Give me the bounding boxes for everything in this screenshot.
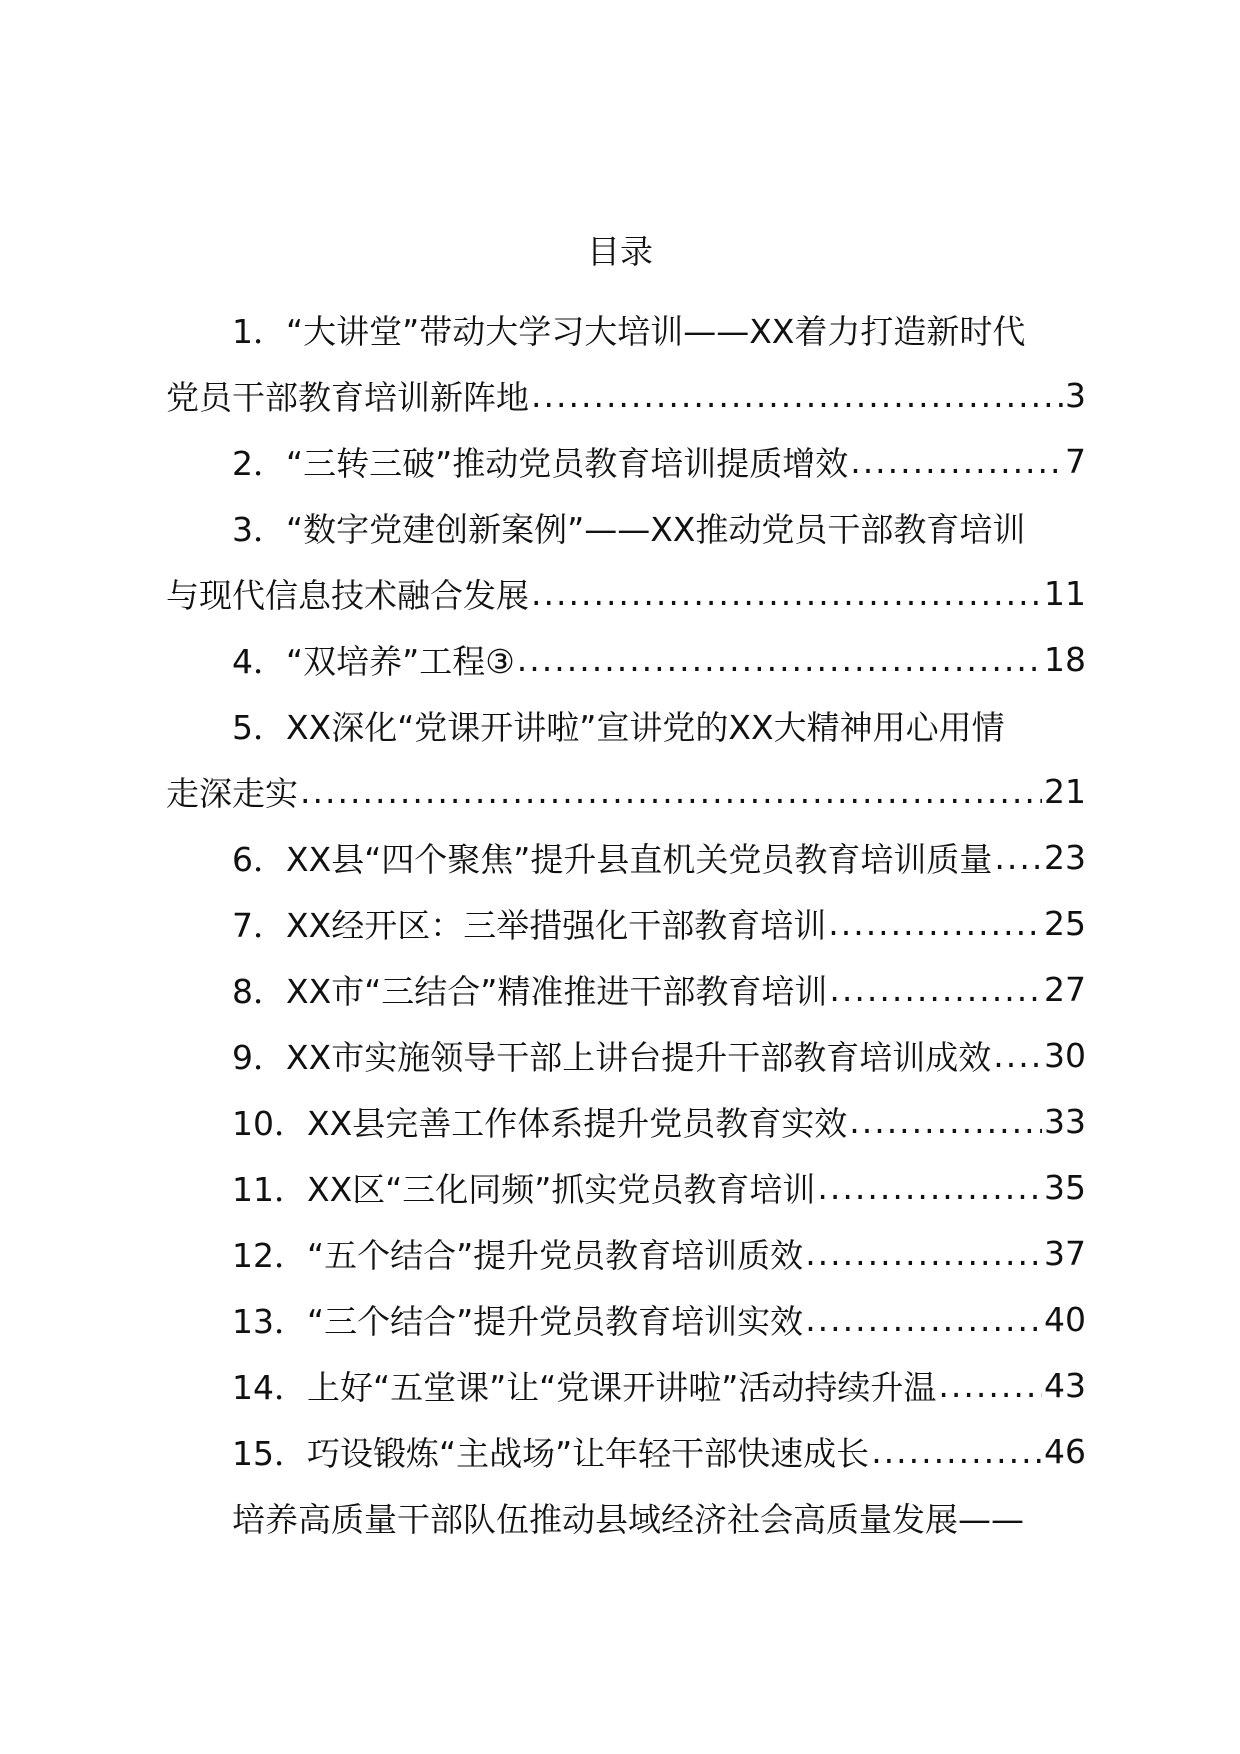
toc-list [166, 296, 1086, 1550]
toc-entry-8[interactable] [166, 956, 1086, 1022]
toc-page-number: 18 [1044, 639, 1086, 679]
toc-entry-3[interactable] [166, 494, 1086, 626]
toc-entry-10[interactable] [166, 1088, 1086, 1154]
toc-entry-line [166, 560, 1086, 626]
toc-entry-7[interactable] [166, 890, 1086, 956]
toc-entry-text: 15．巧设锻炼“主战场”让年轻干部快速成长 [232, 1433, 870, 1473]
toc-entry-line [166, 890, 1086, 956]
toc-leader-dots [805, 1300, 1042, 1339]
toc-entry-15[interactable] [166, 1418, 1086, 1484]
toc-page-number: 3 [1065, 375, 1086, 415]
toc-entry-line [166, 1154, 1086, 1220]
toc-page-number: 33 [1044, 1101, 1086, 1141]
toc-entry-text: 3．“数字党建创新案例”——XX推动党员干部教育培训 [232, 509, 1026, 549]
toc-entry-9[interactable] [166, 1022, 1086, 1088]
toc-leader-dots [517, 640, 1042, 679]
toc-title: 目录 [587, 232, 653, 271]
toc-entry-text: 6．XX县“四个聚焦”提升县直机关党员教育培训质量 [232, 839, 993, 879]
toc-entry-text: 党员干部教育培训新阵地 [166, 377, 529, 417]
toc-entry-line [166, 758, 1086, 824]
toc-entry-2[interactable] [166, 428, 1086, 494]
toc-entry-text: 10．XX县完善工作体系提升党员教育实效 [232, 1103, 848, 1143]
toc-entry-line [166, 626, 1086, 692]
toc-entry-line [166, 1022, 1086, 1088]
toc-entry-line [166, 1220, 1086, 1286]
toc-entry-16[interactable] [166, 1484, 1086, 1550]
toc-leader-dots [531, 574, 1042, 613]
toc-entry-text: 走深走实 [166, 773, 298, 813]
toc-entry-text: 4．“双培养”工程③ [232, 641, 515, 681]
toc-entry-text: 9．XX市实施领导干部上讲台提升干部教育培训成效 [232, 1037, 992, 1077]
toc-entry-12[interactable] [166, 1220, 1086, 1286]
toc-entry-6[interactable] [166, 824, 1086, 890]
toc-leader-dots [805, 1234, 1042, 1273]
toc-entry-11[interactable] [166, 1154, 1086, 1220]
toc-entry-text: 12．“五个结合”提升党员教育培训质效 [232, 1235, 804, 1275]
toc-entry-text: 5．XX深化“党课开讲啦”宣讲党的XX大精神用心用情 [232, 707, 1005, 747]
toc-entry-text: 与现代信息技术融合发展 [166, 575, 529, 615]
toc-entry-13[interactable] [166, 1286, 1086, 1352]
toc-entry-line [166, 692, 1086, 758]
toc-entry-text: 培养高质量干部队伍推动县域经济社会高质量发展—— [232, 1499, 1024, 1539]
toc-entry-line [166, 494, 1086, 560]
toc-leader-dots [871, 1432, 1042, 1471]
toc-page-number: 21 [1044, 771, 1086, 811]
toc-entry-text: 7．XX经开区：三举措强化干部教育培训 [232, 905, 827, 945]
toc-leader-dots [938, 1366, 1042, 1405]
toc-leader-dots [849, 1102, 1042, 1141]
toc-page-number: 27 [1044, 969, 1086, 1009]
toc-entry-text: 8．XX市“三结合”精准推进干部教育培训 [232, 971, 828, 1011]
toc-entry-14[interactable] [166, 1352, 1086, 1418]
toc-leader-dots [829, 970, 1042, 1009]
toc-entry-text: 11．XX区“三化同频”抓实党员教育培训 [232, 1169, 816, 1209]
toc-leader-dots [993, 1036, 1042, 1075]
toc-page-number: 30 [1044, 1035, 1086, 1075]
toc-entry-line [166, 956, 1086, 1022]
toc-entry-text: 2．“三转三破”推动党员教育培训提质增效 [232, 443, 849, 483]
toc-leader-dots [300, 772, 1042, 811]
toc-entry-text: 14．上好“五堂课”让“党课开讲啦”活动持续升温 [232, 1367, 937, 1407]
toc-entry-text: 13．“三个结合”提升党员教育培训实效 [232, 1301, 804, 1341]
toc-entry-line [166, 296, 1086, 362]
toc-leader-dots [828, 904, 1042, 943]
toc-entry-line [166, 1352, 1086, 1418]
toc-entry-4[interactable] [166, 626, 1086, 692]
toc-leader-dots [850, 442, 1063, 481]
toc-page-number: 35 [1044, 1167, 1086, 1207]
toc-entry-line [166, 1286, 1086, 1352]
toc-entry-line [166, 1418, 1086, 1484]
toc-page-number: 7 [1065, 441, 1086, 481]
toc-page-number: 46 [1044, 1431, 1086, 1471]
toc-page-number: 25 [1044, 903, 1086, 943]
toc-entry-line [166, 362, 1086, 428]
toc-leader-dots [531, 376, 1063, 415]
toc-leader-dots [994, 838, 1042, 877]
toc-page-number: 37 [1044, 1233, 1086, 1273]
toc-entry-line [166, 1088, 1086, 1154]
toc-page-number: 43 [1044, 1365, 1086, 1405]
toc-entry-line [166, 428, 1086, 494]
toc-entry-1[interactable] [166, 296, 1086, 428]
toc-entry-line [166, 824, 1086, 890]
toc-page-number: 23 [1044, 837, 1086, 877]
toc-page-number: 11 [1044, 573, 1086, 613]
toc-entry-line [166, 1484, 1086, 1550]
toc-entry-text: 1．“大讲堂”带动大学习大培训——XX着力打造新时代 [232, 311, 1026, 351]
toc-page-number: 40 [1044, 1299, 1086, 1339]
toc-entry-5[interactable] [166, 692, 1086, 824]
toc-leader-dots [817, 1168, 1042, 1207]
